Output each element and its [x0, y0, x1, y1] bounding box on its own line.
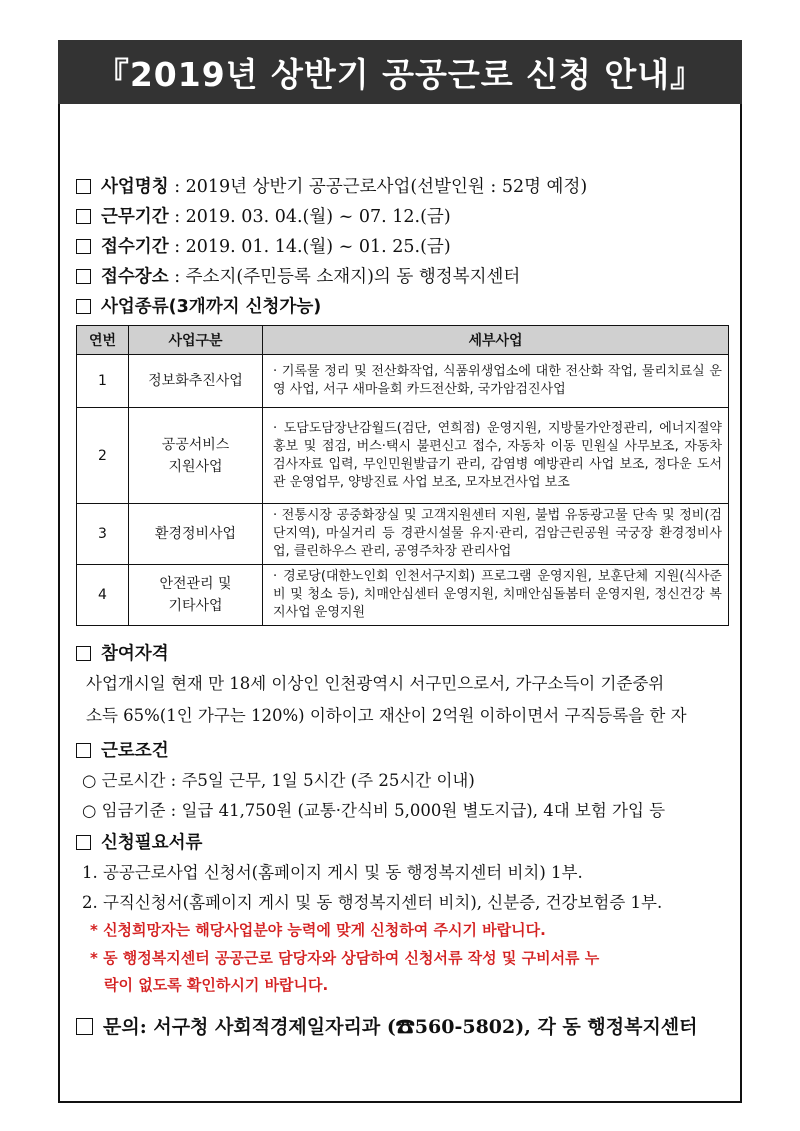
documents-heading: 신청필요서류 — [76, 829, 202, 854]
row-no: 4 — [77, 565, 129, 626]
row-detail: · 전통시장 공중화장실 및 고객지원센터 지원, 불법 유동광고물 단속 및 정비(검단지역), 마실거리 등 경관시설물 유지·관리, 검암근린공원 국궁장 환경정비사업, 클린하우스 관리, 공영주차장 관리사업 — [263, 504, 729, 565]
row-category: 공공서비스 지원사업 — [129, 408, 263, 504]
checkbox-icon — [76, 209, 91, 224]
info-work-period: 근무기간 : 2019. 03. 04.(월) ~ 07. 12.(금) — [76, 203, 451, 228]
row-category: 안전관리 및 기타사업 — [129, 565, 263, 626]
condition-work-hours: ○ 근로시간 : 주5일 근무, 1일 5시간 (주 25시간 이내) — [82, 771, 475, 790]
note-3: 락이 없도록 확인하시기 바랍니다. — [104, 976, 329, 994]
page-title: 『2019년 상반기 공공근로 신청 안내』 — [58, 40, 742, 104]
row-no: 3 — [77, 504, 129, 565]
header-category: 사업구분 — [129, 326, 263, 355]
table-row — [77, 565, 729, 626]
header-no: 연번 — [77, 326, 129, 355]
info-application-place: 접수장소 : 주소지(주민등록 소재지)의 동 행정복지센터 — [76, 263, 520, 288]
checkbox-icon — [76, 239, 91, 254]
row-no: 1 — [77, 355, 129, 408]
document-item-2: 2. 구직신청서(홈페이지 게시 및 동 행정복지센터 비치), 신분증, 건강보험증 1부. — [82, 893, 663, 912]
contact-line: 문의: 서구청 사회적경제일자리과 (☎560-5802), 각 동 행정복지센터 — [76, 1012, 698, 1039]
checkbox-icon — [76, 646, 91, 661]
row-detail: · 도담도담장난감월드(검단, 연희점) 운영지원, 지방물가안정관리, 에너지절약 홍보 및 점검, 버스·택시 불편신고 접수, 자동차 이동 민원실 사무보조, 자동차 검사자료 입력, 무인민원발급기 관리, 감염병 예방관리 사업 보조, 정다운 도서관 운영업무, 양방진료 사업 보조, 모자보건사업 보조 — [263, 408, 729, 504]
row-detail: · 경로당(대한노인회 인천서구지회) 프로그램 운영지원, 보훈단체 지원(식사준비 및 청소 등), 치매안심센터 운영지원, 치매안심돌봄터 운영지원, 정신건강 복지사업 운영지원 — [263, 565, 729, 626]
header-detail: 세부사업 — [263, 326, 729, 355]
qualification-line-1: 사업개시일 현재 만 18세 이상인 인천광역시 서구민으로서, 가구소득이 기준중위 — [86, 674, 665, 693]
note-1: * 신청희망자는 해당사업분야 능력에 맞게 신청하여 주시기 바랍니다. — [90, 921, 546, 939]
checkbox-icon — [76, 835, 91, 850]
checkbox-icon — [76, 179, 91, 194]
checkbox-icon — [76, 269, 91, 284]
conditions-heading: 근로조건 — [76, 737, 169, 762]
document-item-1: 1. 공공근로사업 신청서(홈페이지 게시 및 동 행정복지센터 비치) 1부. — [82, 863, 583, 882]
info-business-name: 사업명칭 : 2019년 상반기 공공근로사업(선발인원 : 52명 예정) — [76, 173, 587, 198]
info-business-types: 사업종류(3개까지 신청가능) — [76, 293, 321, 318]
table-row — [77, 504, 729, 565]
table-header-row — [77, 326, 729, 355]
condition-wage: ○ 임금기준 : 일급 41,750원 (교통·간식비 5,000원 별도지급), 4대 보험 가입 등 — [82, 801, 666, 820]
table-row — [77, 408, 729, 504]
checkbox-icon — [76, 299, 91, 314]
info-application-period: 접수기간 : 2019. 01. 14.(월) ~ 01. 25.(금) — [76, 233, 451, 258]
checkbox-icon — [76, 1018, 93, 1035]
qualification-heading: 참여자격 — [76, 640, 169, 665]
note-2: * 동 행정복지센터 공공근로 담당자와 상담하여 신청서류 작성 및 구비서류 누 — [90, 949, 600, 967]
row-category: 환경정비사업 — [129, 504, 263, 565]
qualification-line-2: 소득 65%(1인 가구는 120%) 이하이고 재산이 2억원 이하이면서 구직등록을 한 자 — [86, 706, 687, 725]
checkbox-icon — [76, 743, 91, 758]
table-row — [77, 355, 729, 408]
row-category: 정보화추진사업 — [129, 355, 263, 408]
business-table — [76, 325, 729, 626]
row-detail: · 기록물 정리 및 전산화작업, 식품위생업소에 대한 전산화 작업, 물리치료실 운영 사업, 서구 새마을회 카드전산화, 국가암검진사업 — [263, 355, 729, 408]
row-no: 2 — [77, 408, 129, 504]
